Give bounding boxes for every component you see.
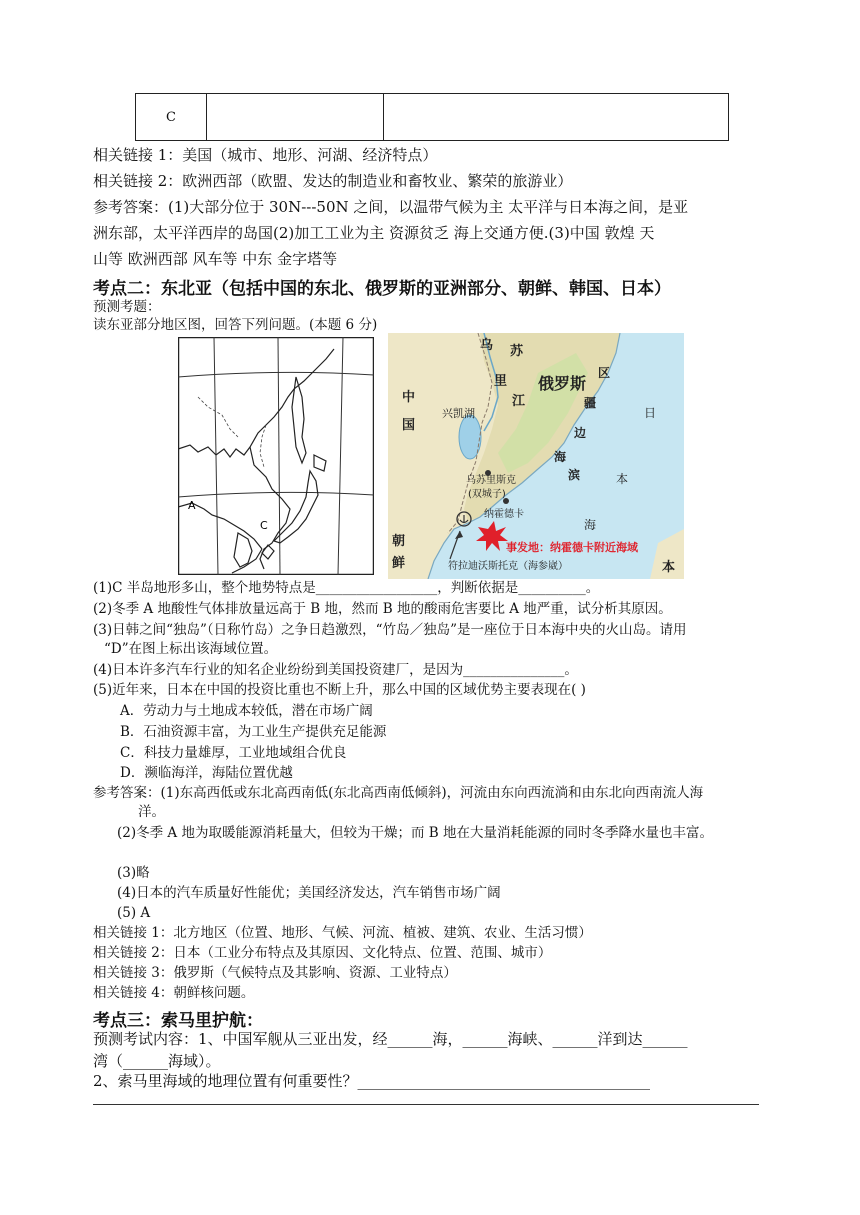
map-label: 俄罗斯 xyxy=(538,374,587,393)
map-label: 乌苏里斯克 xyxy=(466,475,516,486)
map-label: 纳霍德卡 xyxy=(484,509,524,520)
question: (1)C 半岛地形多山，整个地势特点是__________________，判断依据是__________。 xyxy=(93,580,600,596)
option-d: D．濒临海洋，海陆位置优越 xyxy=(120,765,293,781)
map-label: 中 xyxy=(402,390,416,405)
map-label: 区 xyxy=(598,366,611,380)
map-label: 海 xyxy=(554,450,567,464)
question: “D”在图上标出该海域位置。 xyxy=(104,641,278,657)
section3-line: 预测考试内容：1、中国军舰从三亚出发，经______海，______海峡、______洋到达______ xyxy=(93,1030,688,1048)
map-label: 本 xyxy=(662,560,676,575)
map-label: 里 xyxy=(494,374,508,389)
answer-line: 洲东部，太平洋西岸的岛国(2)加工工业为主 资源贫乏 海上交通方便.(3)中国 敦煌 天 xyxy=(93,224,655,242)
section-heading: 考点二：东北亚（包括中国的东北、俄罗斯的亚洲部分、朝鲜、韩国、日本） xyxy=(93,279,671,299)
option-c: C．科技力量雄厚，工业地域组合优良 xyxy=(120,745,347,761)
answer-line: (4)日本的汽车质量好性能优；美国经济发达，汽车销售市场广阔 xyxy=(117,885,501,901)
related-link: 相关链接 1：美国（城市、地形、河湖、经济特点） xyxy=(93,146,438,164)
primorye-map xyxy=(388,333,684,579)
answer-line: (3)略 xyxy=(117,865,150,881)
table-cell xyxy=(384,94,729,141)
related-link: 相关链接 4：朝鲜核问题。 xyxy=(93,985,255,1001)
answer-line: 参考答案：(1)东高西低或东北高西南低(东北高西南低倾斜)，河流由东向西流淌和由东北向西南流人海 xyxy=(93,785,704,801)
outline-map xyxy=(178,337,374,575)
map-label: (双城子) xyxy=(468,489,506,500)
top-table xyxy=(135,93,729,141)
map-label: 乌 xyxy=(480,338,494,353)
section-heading: 考点三：索马里护航： xyxy=(93,1011,263,1031)
predict-label: 预测考题： xyxy=(93,299,161,315)
map-label: 日 xyxy=(644,406,657,420)
table-cell-label: C xyxy=(136,94,207,141)
related-link: 相关链接 2：欧洲西部（欧盟、发达的制造业和畜牧业、繁荣的旅游业） xyxy=(93,172,573,190)
map-label: 符拉迪沃斯托克（海参崴） xyxy=(448,561,568,572)
option-b: B．石油资源丰富，为工业生产提供充足能源 xyxy=(120,724,387,740)
map-label: 滨 xyxy=(568,468,581,482)
table-cell xyxy=(207,94,384,141)
answer-line: 参考答案：(1)大部分位于 30N---50N 之间，以温带气候为主 太平洋与日本海之间，是亚 xyxy=(93,198,689,216)
answer-line: 洋。 xyxy=(138,804,165,820)
section3-line: 2、索马里海域的地理位置有何重要性？_______________________________________ xyxy=(93,1072,651,1090)
section3-line: 湾（______海域）。 xyxy=(93,1052,221,1070)
answer-line: 山等 欧洲西部 风车等 中东 金字塔等 xyxy=(93,250,338,268)
related-link: 相关链接 1：北方地区（位置、地形、气候、河流、植被、建筑、农业、生活习惯） xyxy=(93,925,592,941)
map-label: 鲜 xyxy=(392,556,406,571)
map-label-a: A xyxy=(188,499,196,512)
related-link: 相关链接 2：日本（工业分布特点及其原因、文化特点、位置、范围、城市） xyxy=(93,945,552,961)
related-link: 相关链接 3：俄罗斯（气候特点及其影响、资源、工业特点） xyxy=(93,965,457,981)
answer-line: (5) A xyxy=(117,905,151,921)
question: (5)近年来，日本在中国的投资比重也不断上升，那么中国的区域优势主要表现在( ) xyxy=(93,682,586,698)
map-label: 疆 xyxy=(584,396,597,410)
map-label: 兴凯湖 xyxy=(442,407,475,420)
map-label: 江 xyxy=(512,394,526,409)
map-label: 苏 xyxy=(510,344,524,359)
map-label: 朝 xyxy=(392,534,406,549)
answer-line: (2)冬季 A 地为取暖能源消耗量大，但较为干燥；而 B 地在大量消耗能源的同时冬季降水量也丰富。 xyxy=(117,825,713,841)
map-label: 本 xyxy=(616,472,629,486)
question: (2)冬季 A 地酸性气体排放量远高于 B 地，然而 B 地的酸雨危害要比 A 地严重，试分析其原因。 xyxy=(93,601,672,617)
map-callout: 事发地：纳霍德卡附近海域 xyxy=(506,541,638,554)
question: (4)日本许多汽车行业的知名企业纷纷到美国投资建厂，是因为_______________。 xyxy=(93,662,578,678)
map-label: 边 xyxy=(574,426,587,440)
question: (3)日韩之间“独岛”（日称竹岛）之争日趋激烈，“竹岛／独岛”是一座位于日本海中央的火山岛。请用 xyxy=(93,622,687,638)
question-intro: 读东亚部分地区图，回答下列问题。(本题 6 分) xyxy=(93,317,378,333)
answer-blank-line xyxy=(93,1104,759,1105)
map-label-c: C xyxy=(260,519,268,532)
map-label: 海 xyxy=(584,518,597,532)
option-a: A．劳动力与土地成本较低，潜在市场广阔 xyxy=(120,703,373,719)
map-label: 国 xyxy=(402,418,416,433)
